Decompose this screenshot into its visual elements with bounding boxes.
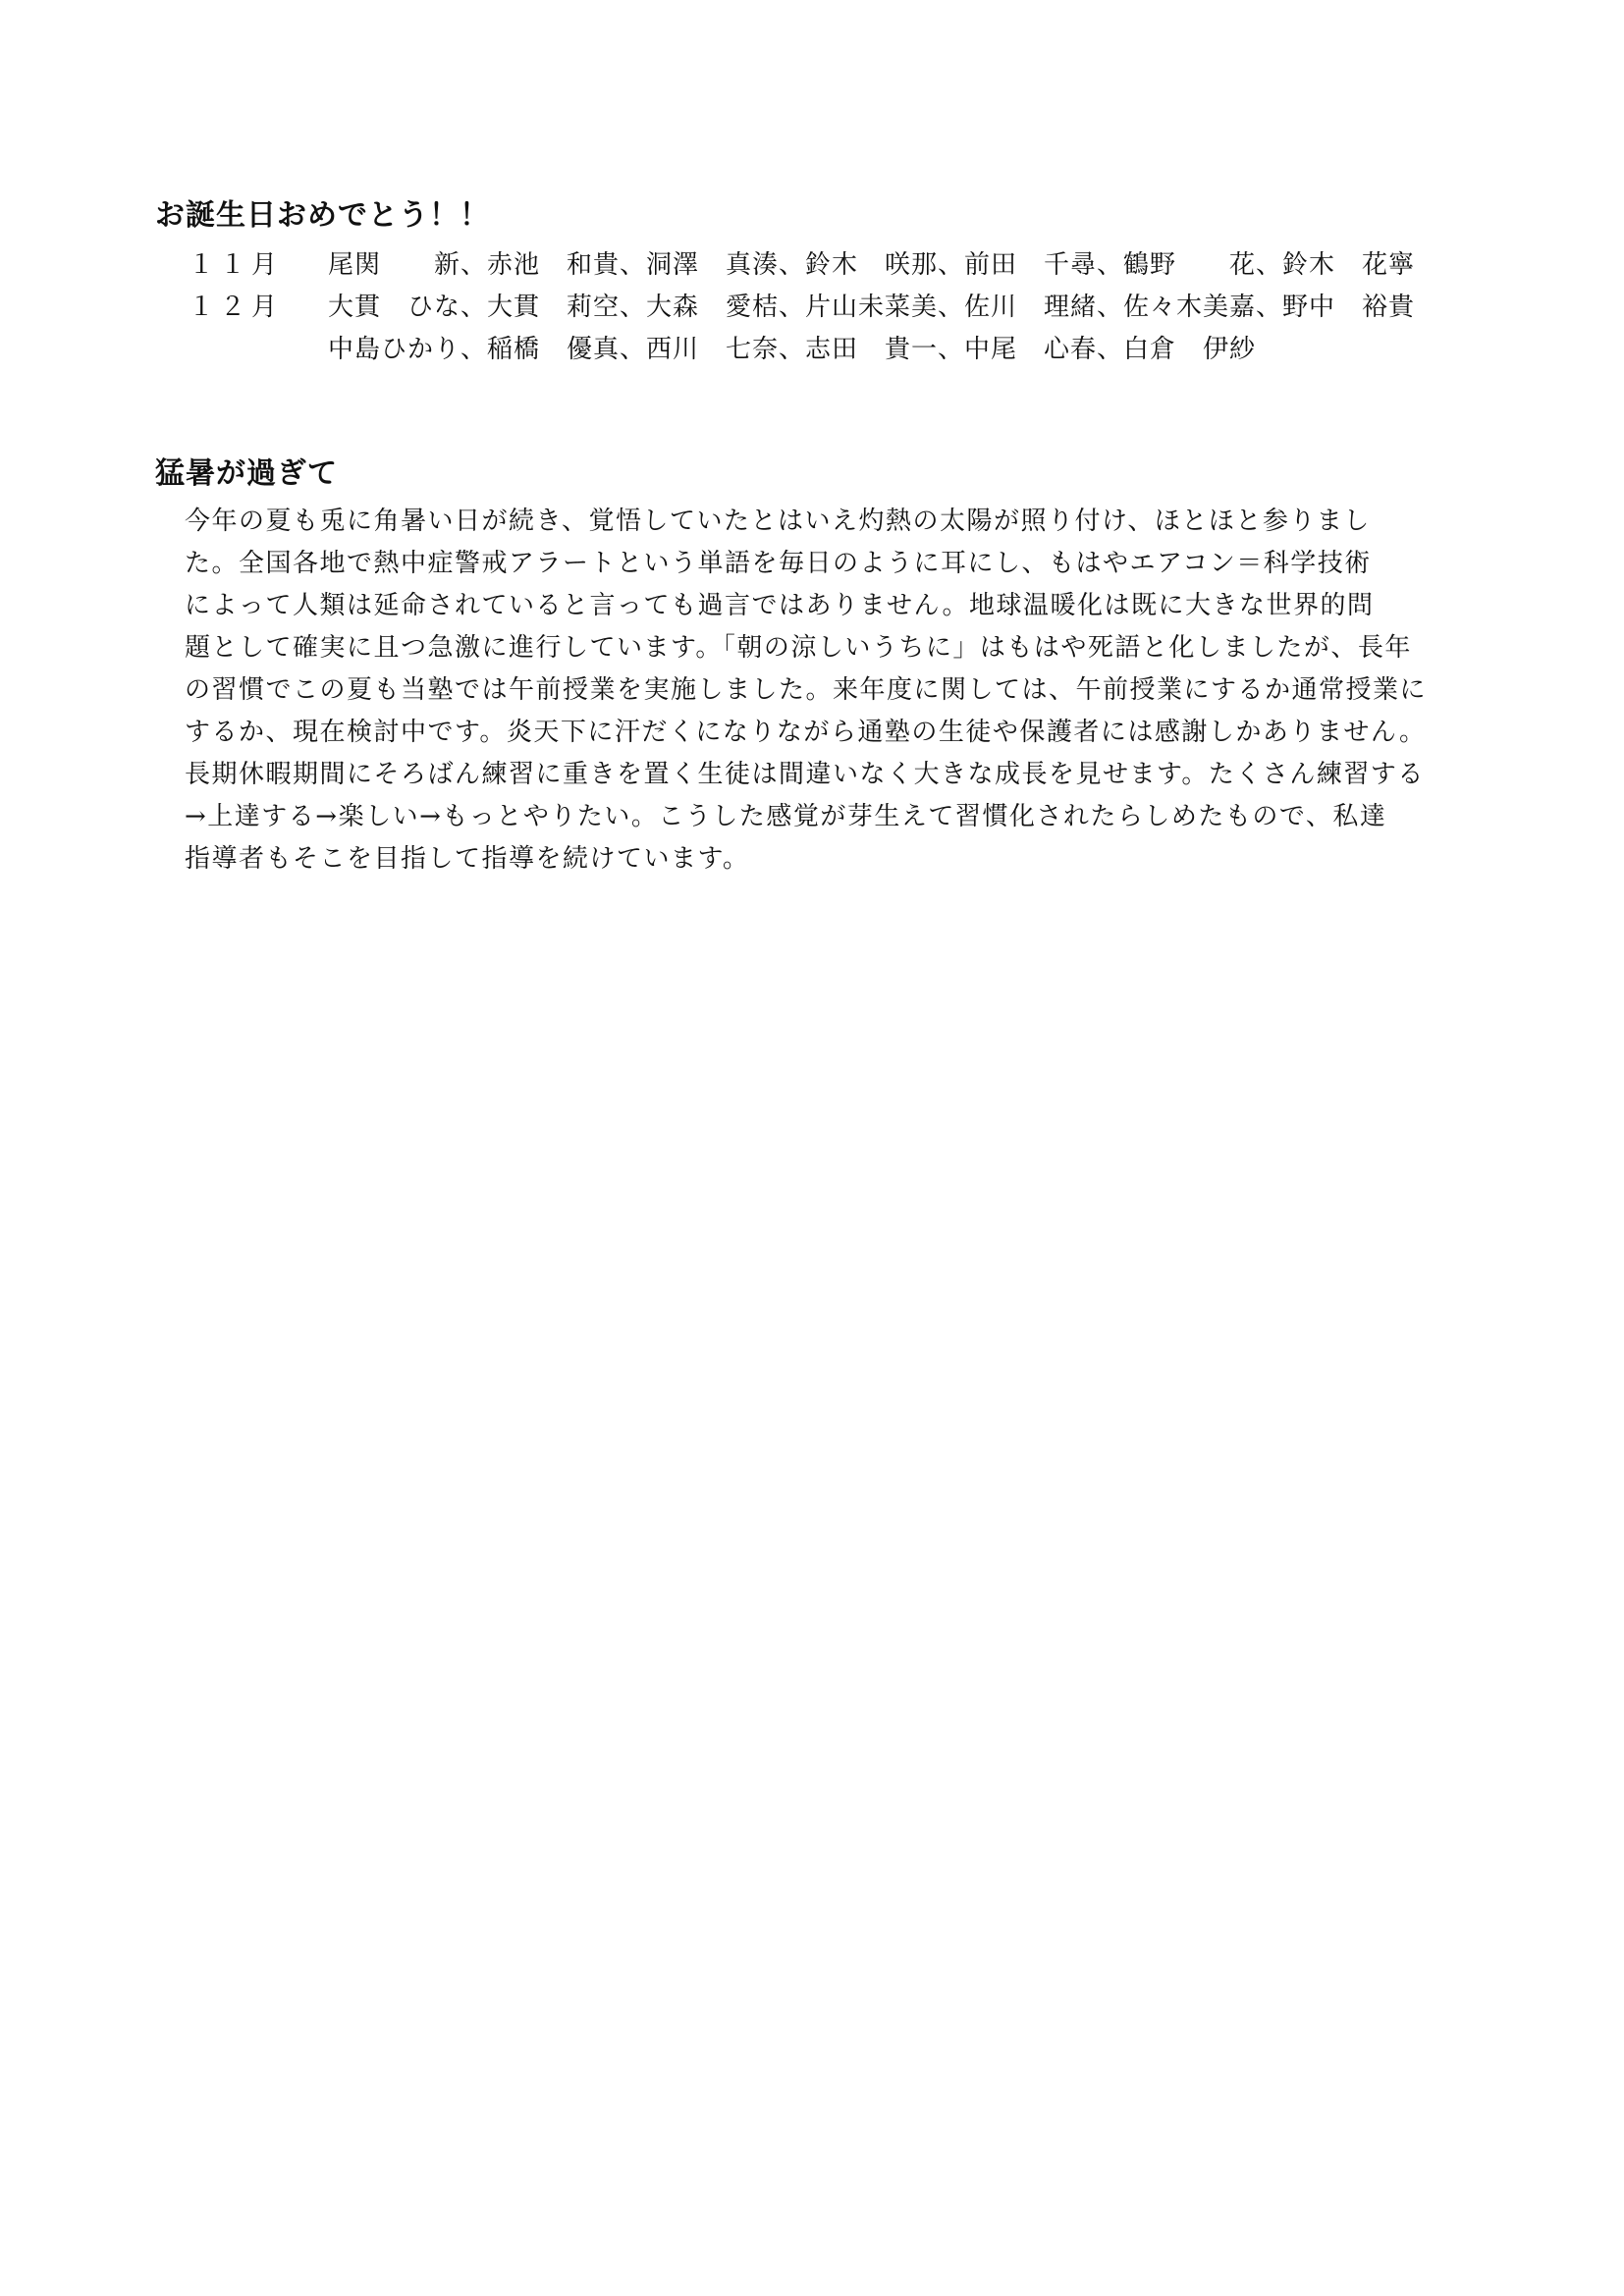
birthday-row-november bbox=[0, 245, 1624, 285]
heat-section-title: 猛暑が過ぎて bbox=[155, 456, 338, 491]
birthday-row-december bbox=[0, 288, 1624, 327]
essay-line: によって人類は延命されていると言っても過言ではありません。地球温暖化は既に大きな世界的問 bbox=[185, 591, 1375, 620]
birthday-month-label: １２月 bbox=[189, 293, 284, 322]
essay-line: 題として確実に且つ急激に進行しています。「朝の涼しいうちに」はもはや死語と化しましたが、長年 bbox=[185, 633, 1412, 663]
essay-line: するか、現在検討中です。炎天下に汗だくになりながら通塾の生徒や保護者には感謝しかありません。 bbox=[185, 718, 1427, 747]
birthday-row-december-continued bbox=[0, 330, 1624, 369]
birthday-section-title: お誕生日おめでとう！！ bbox=[155, 198, 490, 233]
essay-line: の習慣でこの夏も当塾では午前授業を実施しました。来年度に関しては、午前授業にするか通常授業に bbox=[185, 675, 1428, 705]
essay-line: 今年の夏も兎に角暑い日が続き、覚悟していたとはいえ灼熱の太陽が照り付け、ほとほと参りまし bbox=[185, 507, 1371, 536]
essay-line: 長期休暇期間にそろばん練習に重きを置く生徒は間違いなく大きな成長を見せます。たくさん練習する bbox=[185, 760, 1425, 789]
essay-line: 指導者もそこを目指して指導を続けています。 bbox=[185, 844, 750, 874]
birthday-month-label: １１月 bbox=[189, 250, 284, 280]
essay-line: →上達する→楽しい→もっとやりたい。こうした感覚が芽生えて習慣化されたらしめたもので、私達 bbox=[185, 802, 1387, 831]
birthday-names: 中島ひかり、稲橋 優真、西川 七奈、志田 貴一、中尾 心春、白倉 伊紗 bbox=[328, 335, 1257, 364]
birthday-names: 尾関 新、赤池 和貴、洞澤 真湊、鈴木 咲那、前田 千尋、鶴野 花、鈴木 花寧 bbox=[328, 250, 1416, 280]
essay-line: た。全国各地で熱中症警戒アラートという単語を毎日のように耳にし、もはやエアコン＝科学技術 bbox=[185, 549, 1372, 578]
birthday-names: 大貫 ひな、大貫 莉空、大森 愛桔、片山未菜美、佐川 理緒、佐々木美嘉、野中 裕貴 bbox=[328, 293, 1416, 322]
